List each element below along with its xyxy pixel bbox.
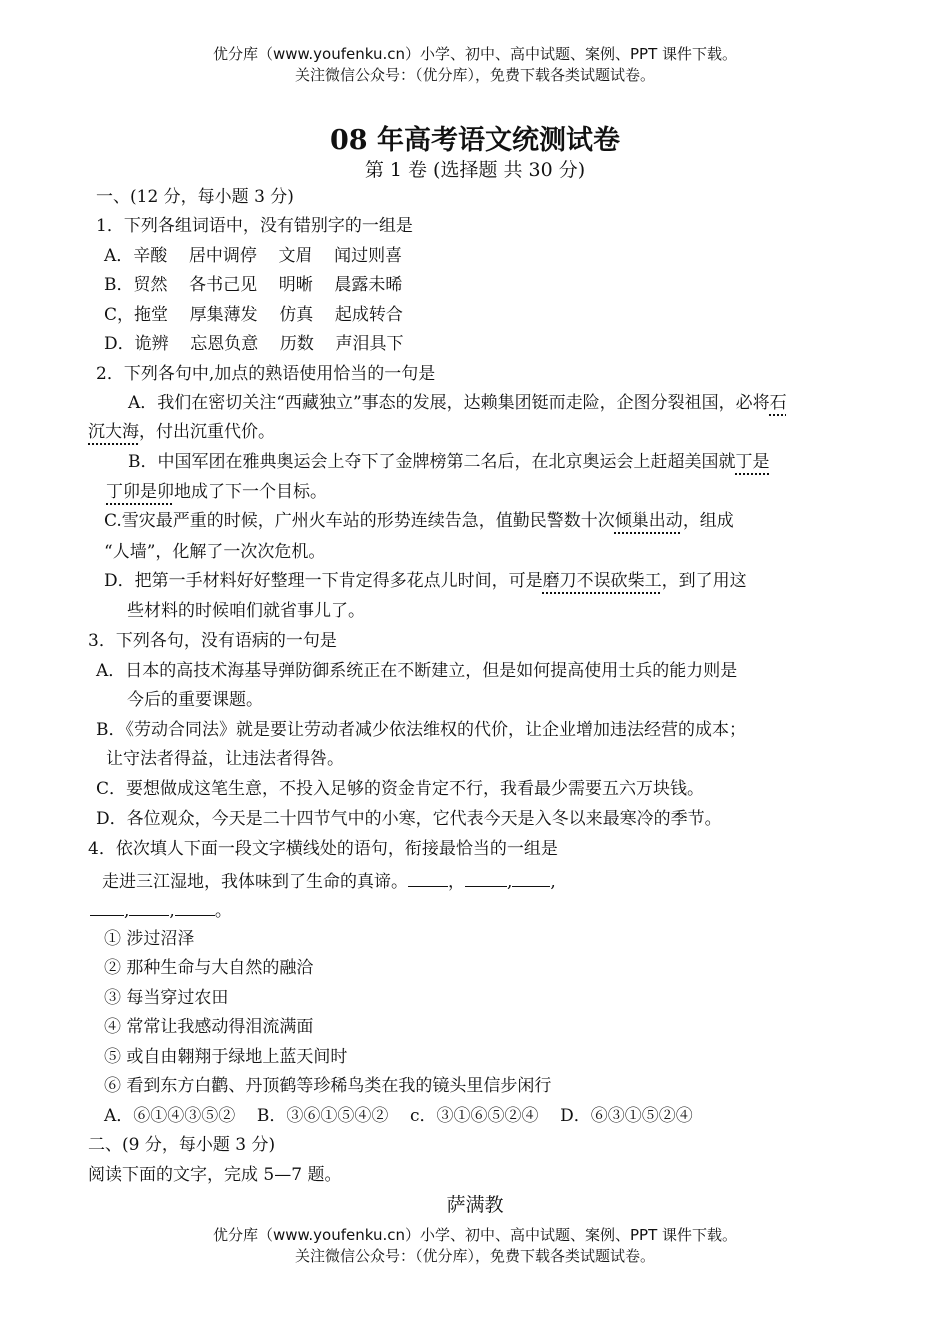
q2-option-b-line1 <box>128 451 770 473</box>
q2-option-b-line2 <box>106 481 327 503</box>
q2-b-dotted-idiom-end: 丁卯是卯 <box>106 482 174 502</box>
q4-blank-1 <box>408 869 448 887</box>
q1-stem: 1．下列各组词语中，没有错别字的一组是 <box>96 216 413 236</box>
q1-option-c: C，拖堂 厚集薄发 仿真 起成转合 <box>104 305 403 325</box>
q4-item-3: ③ 每当穿过农田 <box>104 988 229 1008</box>
q2-stem: 2．下列各句中,加点的熟语使用恰当的一句是 <box>96 364 436 384</box>
footer-line-1: 优分库（www.youfenku.cn）小学、初中、高中试题、案例、PPT 课件下载。 <box>212 1226 738 1244</box>
q2-option-c-line1 <box>104 510 734 532</box>
q3-option-b-line2: 让守法者得益，让违法者得咎。 <box>106 749 344 769</box>
q2-c-text: C.雪灾最严重的时候，广州火车站的形势连续告急，值勤民警数十次 <box>104 511 615 531</box>
section-1-heading: 一、(12 分，每小题 3 分) <box>96 187 294 207</box>
q2-option-a-line2 <box>88 421 275 443</box>
q4-item-5: ⑤ 或自由翱翔于绿地上蓝天间时 <box>104 1047 348 1067</box>
q2-a-rest: ，付出沉重代价。 <box>139 422 275 442</box>
q3-option-c: C．要想做成这笔生意，不投入足够的资金肯定不行，我看最少需要五六万块钱。 <box>96 779 705 799</box>
q1-option-d: D．诡辨 忘恩负意 历数 声泪具下 <box>104 334 404 354</box>
q4-passage-line1: 走进三江湿地，我体味到了生命的真谛。 ， , , <box>102 869 556 893</box>
q4-passage: 走进三江湿地，我体味到了生命的真谛。 <box>102 872 408 892</box>
q2-a-dotted-idiom-end: 沉大海 <box>88 422 139 442</box>
q4-blank-2 <box>465 869 507 887</box>
q2-c-post: ，组成 <box>682 511 734 531</box>
exam-subtitle: 第 1 卷 (选择题 共 30 分) <box>364 159 586 181</box>
q2-b-rest: 地成了下一个目标。 <box>174 482 327 502</box>
q2-b-text: B．中国军团在雅典奥运会上夺下了金牌榜第二名后，在北京奥运会上赶超美国就 <box>128 452 736 472</box>
q2-b-dotted-idiom-start: 丁是 <box>735 452 770 472</box>
q2-d-text: D．把第一手材料好好整理一下肯定得多花点儿时间，可是 <box>104 571 543 591</box>
q4-item-4: ④ 常常让我感动得泪流满面 <box>104 1017 314 1037</box>
q4-stem: 4．依次填人下面一段文字横线处的语句，衔接最恰当的一组是 <box>88 839 558 859</box>
q4-blank-5 <box>129 898 169 916</box>
q1-option-a: A．辛酸 居中调停 文眉 闻过则喜 <box>104 246 403 266</box>
q4-item-1: ① 涉过沼泽 <box>104 929 195 949</box>
q2-a-text: A．我们在密切关注“西藏独立”事态的发展，达赖集团铤而走险，企图分裂祖国，必将 <box>128 393 770 413</box>
q3-option-a-line1: A．日本的高技术海基导弹防御系统正在不断建立，但是如何提高使用士兵的能力则是 <box>96 661 738 681</box>
q2-d-post: ，到了用这 <box>661 571 747 591</box>
article-title: 萨满教 <box>446 1194 504 1216</box>
q4-answer-options: A．⑥①④③⑤② B．③⑥①⑤④② c．③①⑥⑤②④ D．⑥③①⑤②④ <box>104 1106 693 1126</box>
q2-a-dotted-idiom-start: 石 <box>769 393 787 413</box>
q3-option-b-line1: B．《劳动合同法》就是要让劳动者减少依法维权的代价，让企业增加违法经营的成本； <box>96 720 746 740</box>
q3-option-a-line2: 今后的重要课题。 <box>127 690 263 710</box>
q4-blank-4 <box>90 898 124 916</box>
q2-option-c-line2: “人墙”，化解了一次次危机。 <box>104 542 326 562</box>
q4-blank-3 <box>512 869 550 887</box>
q2-option-a-line1 <box>128 392 787 414</box>
header-line-1: 优分库（www.youfenku.cn）小学、初中、高中试题、案例、PPT 课件下载。 <box>212 45 738 63</box>
q3-stem: 3．下列各句，没有语病的一句是 <box>88 631 337 651</box>
header-line-2: 关注微信公众号：（优分库），免费下载各类试题试卷。 <box>294 66 655 84</box>
q2-c-dotted-idiom: 倾巢出动 <box>614 511 683 531</box>
q2-d-dotted-idiom: 磨刀不误砍柴工 <box>542 571 662 591</box>
exam-title: 08 年高考语文统测试卷 <box>330 125 620 156</box>
q2-option-d-line1 <box>104 570 747 592</box>
q4-item-6: ⑥ 看到东方白鹳、丹顶鹤等珍稀鸟类在我的镜头里信步闲行 <box>104 1076 552 1096</box>
q4-blank-6 <box>175 898 215 916</box>
reading-prompt: 阅读下面的文字，完成 5—7 题。 <box>88 1165 342 1185</box>
q4-passage-line2: , , 。 <box>90 898 232 922</box>
footer-line-2: 关注微信公众号：（优分库），免费下载各类试题试卷。 <box>294 1247 655 1265</box>
section-2-heading: 二、(9 分，每小题 3 分) <box>88 1135 276 1155</box>
q1-option-b: B．贸然 各书己见 明晰 晨露未晞 <box>104 275 403 295</box>
q2-option-d-line2: 些材料的时候咱们就省事儿了。 <box>127 601 365 621</box>
q3-option-d: D．各位观众，今天是二十四节气中的小寒，它代表今天是入冬以来最寒冷的季节。 <box>96 809 722 829</box>
q4-item-2: ② 那种生命与大自然的融洽 <box>104 958 314 978</box>
